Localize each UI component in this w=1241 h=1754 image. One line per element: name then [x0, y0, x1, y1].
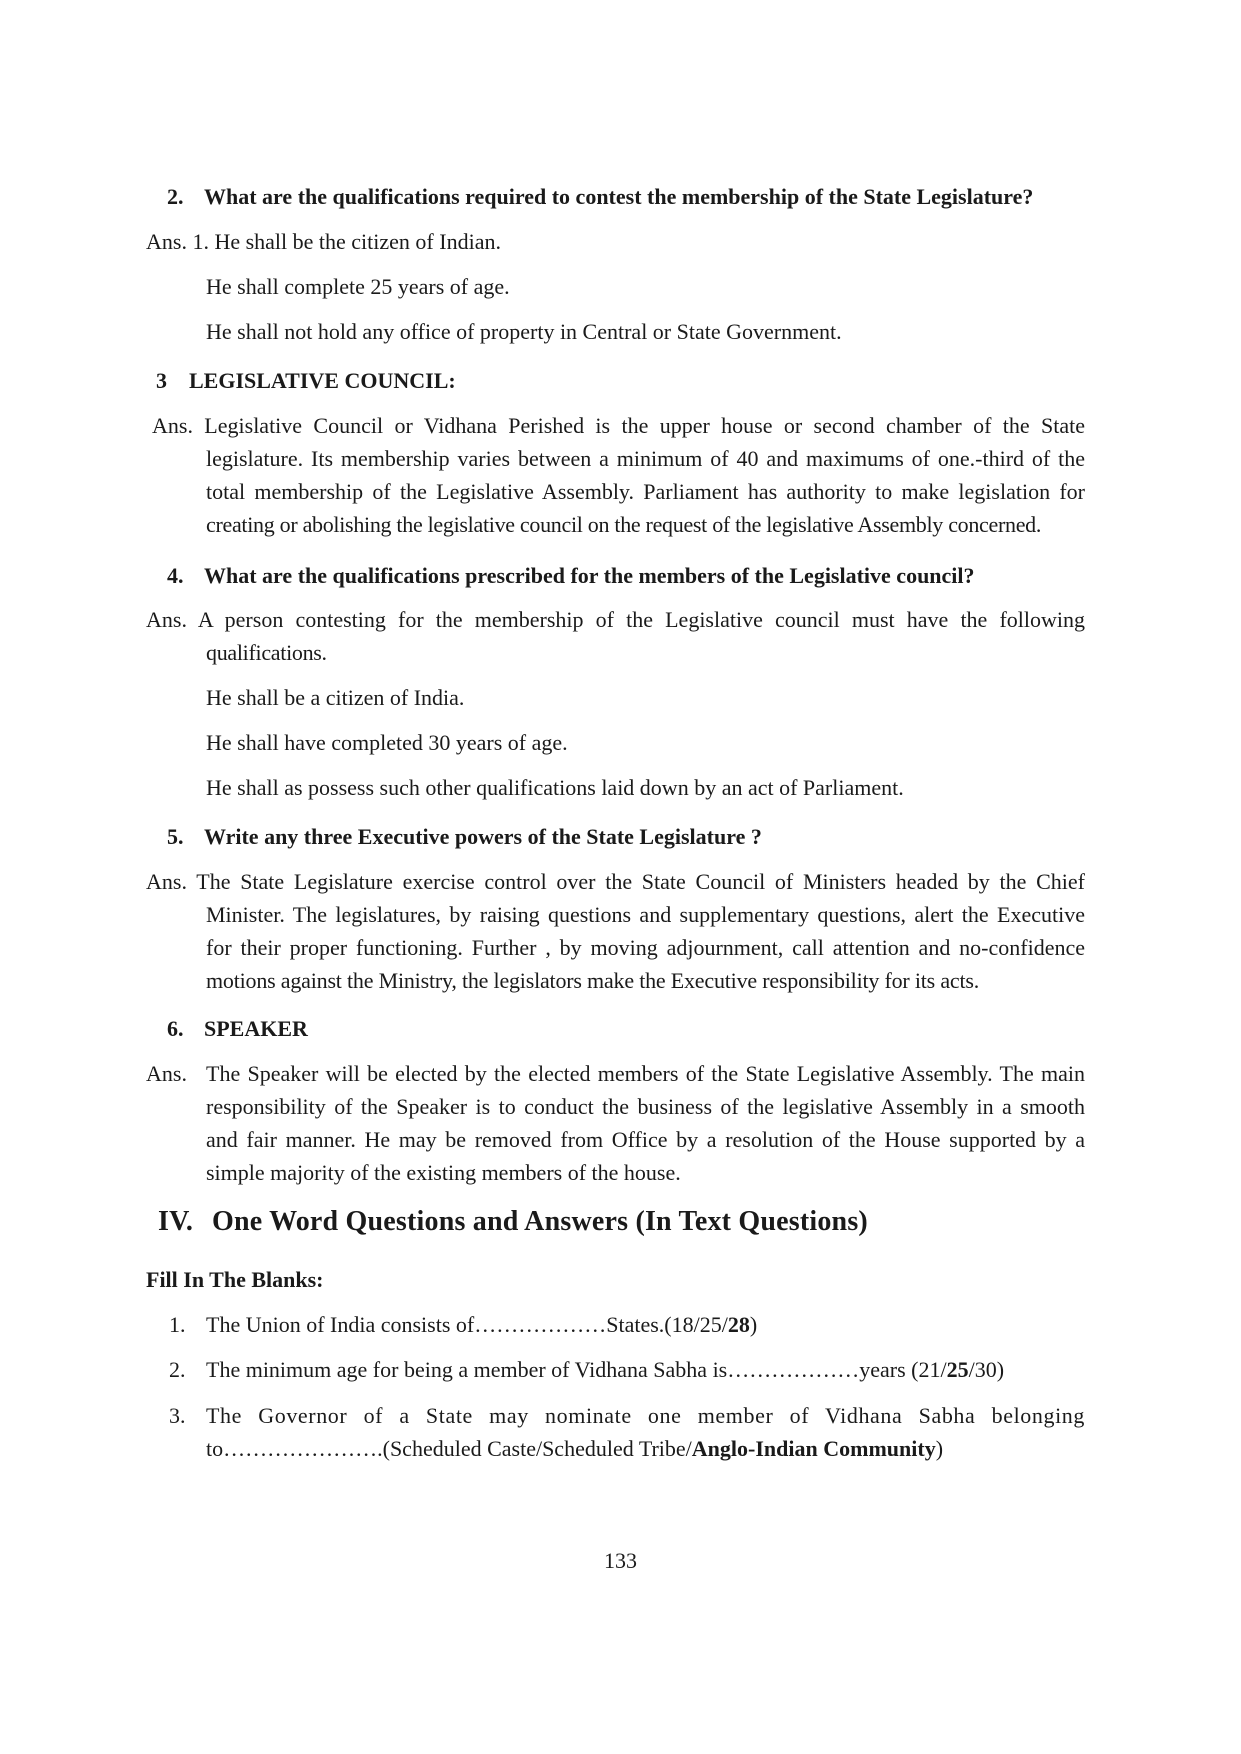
answer-prefix: Ans. [146, 1061, 187, 1086]
item-number: 1. [169, 1312, 186, 1337]
question-4 [167, 563, 975, 589]
blank-item [169, 1357, 1004, 1383]
answer-line: and fair manner. He may be removed from Office by a resolution of the House supported by a [206, 1127, 1085, 1152]
blank-item [206, 1436, 943, 1462]
answer-line: He shall as possess such other qualifications laid down by an act of Parliament. [206, 775, 904, 800]
page-number: 133 [604, 1548, 637, 1573]
answer-line: legislature. Its membership varies between a minimum of 40 and maximums of one.-third of the [206, 446, 1085, 471]
item-close: /30) [968, 1357, 1005, 1382]
question-text: Write any three Executive powers of the State Legislature ? [204, 824, 762, 849]
fill-blanks-heading: Fill In The Blanks: [146, 1267, 324, 1292]
question-text: SPEAKER [204, 1016, 308, 1041]
answer-line: motions against the Ministry, the legislators make the Executive responsibility for its acts. [206, 968, 980, 993]
item-text: The minimum age for being a member of Vidhana Sabha is………………years (21/ [206, 1357, 947, 1382]
item-text: The Union of India consists of………………States.(18/25/ [206, 1312, 728, 1337]
section-heading [158, 1206, 868, 1238]
blank-item [169, 1312, 757, 1338]
item-close: ) [749, 1312, 758, 1337]
answer-line: The Speaker will be elected by the elected members of the State Legislative Assembly. The main [206, 1061, 1085, 1086]
question-6 [167, 1016, 308, 1042]
answer-line: qualifications. [206, 640, 327, 665]
question-text: What are the qualifications prescribed for the members of the Legislative council? [204, 563, 975, 588]
question-text: LEGISLATIVE COUNCIL: [189, 368, 456, 393]
question-number: 6. [167, 1016, 184, 1041]
answer-line: responsibility of the Speaker is to conduct the business of the legislative Assembly in a smooth [206, 1094, 1085, 1119]
answer-line: creating or abolishing the legislative council on the request of the legislative Assembly concerned. [206, 512, 1042, 537]
section-number: IV. [158, 1206, 194, 1237]
item-answer: 28 [727, 1312, 750, 1337]
question-5 [167, 824, 762, 850]
question-number: 2. [167, 184, 184, 209]
answer-line: He shall be a citizen of India. [206, 685, 465, 710]
item-answer: Anglo-Indian Community [691, 1436, 936, 1461]
answer-line: Minister. The legislatures, by raising questions and supplementary questions, alert the Executive [206, 902, 1085, 927]
answer-line: Ans. Legislative Council or Vidhana Perished is the upper house or second chamber of the State [152, 413, 1085, 438]
item-close: ) [935, 1436, 944, 1461]
item-text: The Governor of a State may nominate one member of Vidhana Sabha belonging [206, 1403, 1085, 1428]
item-answer: 25 [946, 1357, 969, 1382]
question-3 [156, 368, 456, 394]
section-title: One Word Questions and Answers (In Text Questions) [212, 1206, 868, 1237]
item-number: 3. [169, 1403, 186, 1428]
answer-line: Ans. A person contesting for the membership of the Legislative council must have the following [146, 607, 1085, 632]
item-text: to………………….(Scheduled Caste/Scheduled Tribe/ [206, 1436, 692, 1461]
answer-line: He shall have completed 30 years of age. [206, 730, 568, 755]
answer-line: total membership of the Legislative Assembly. Parliament has authority to make legislation for [206, 479, 1085, 504]
answer-line: He shall complete 25 years of age. [206, 274, 510, 299]
question-number: 5. [167, 824, 184, 849]
question-number: 3 [156, 368, 167, 393]
answer-line: Ans. 1. He shall be the citizen of Indian. [146, 229, 501, 254]
question-2 [167, 184, 1033, 210]
answer-line: He shall not hold any office of property in Central or State Government. [206, 319, 842, 344]
item-number: 2. [169, 1357, 186, 1382]
answer-line: for their proper functioning. Further , by moving adjournment, call attention and no-confidence [206, 935, 1085, 960]
answer-line: Ans. The State Legislature exercise control over the State Council of Ministers headed by the Chief [146, 869, 1085, 894]
question-text: What are the qualifications required to contest the membership of the State Legislature? [204, 184, 1034, 209]
question-number: 4. [167, 563, 184, 588]
answer-line: simple majority of the existing members of the house. [206, 1160, 681, 1185]
